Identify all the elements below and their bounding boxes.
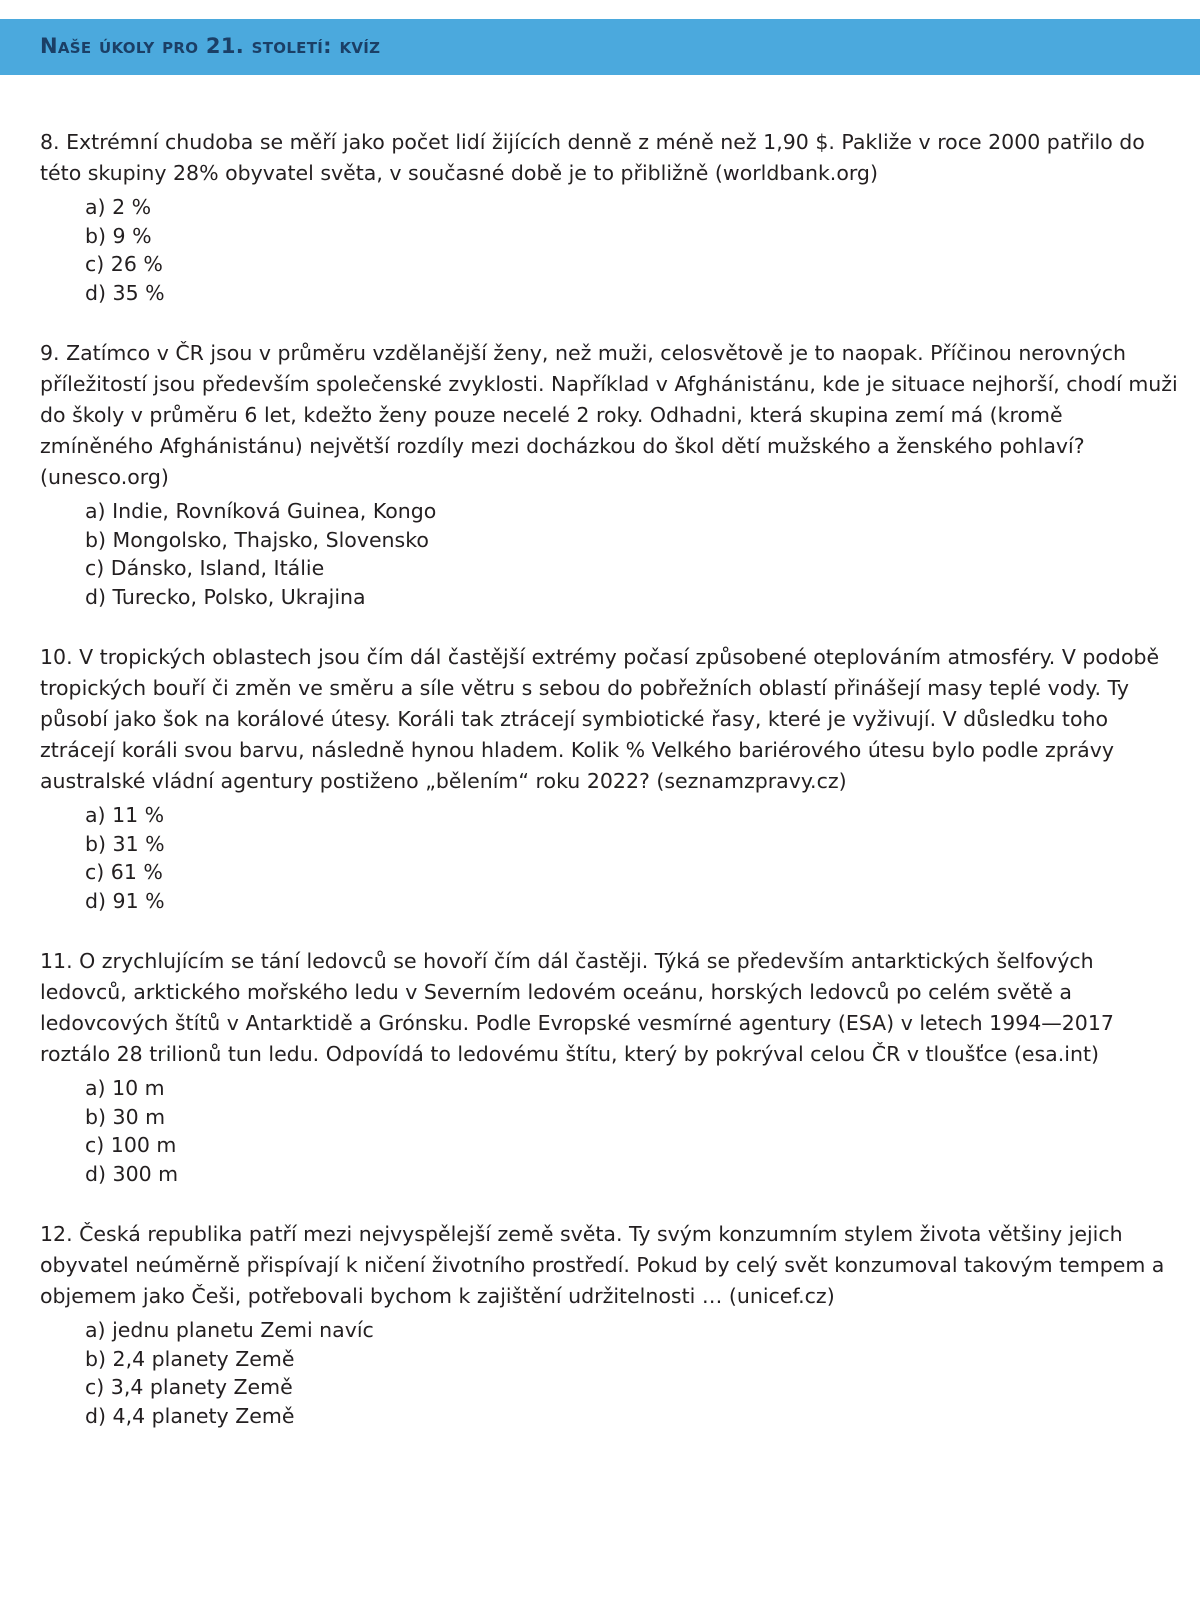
page-title: Naše úkoly pro 21. století: kvíz bbox=[40, 34, 381, 58]
answer-option: a) 2 % bbox=[85, 195, 152, 219]
answer-option: d) Turecko, Polsko, Ukrajina bbox=[85, 584, 366, 609]
question-text: 11. O zrychlujícím se tání ledovců se hovoří čím dál častěji. Týká se především antarktických šelfových ledovců, arktického mořského ledu v Severním ledovém oceánu, horských ledovců po celém světě a ledovcových štítů v Antarktidě a Grónsku. Podle Evropské vesmírné agentury (ESA) v letech 1994—2017 roztálo 28 trilionů tun ledu. Odpovídá to ledovému štítu, který by pokrýval celou ČR v tloušťce (esa.int) bbox=[40, 949, 1114, 1066]
answer-option: c) 61 % bbox=[85, 860, 163, 884]
question-10 bbox=[40, 642, 1180, 915]
answer-list bbox=[40, 801, 1180, 915]
answer-option: a) 10 m bbox=[85, 1076, 165, 1100]
question-8 bbox=[40, 127, 1180, 307]
answer-option: c) 3,4 planety Země bbox=[85, 1375, 293, 1399]
question-12 bbox=[40, 1219, 1180, 1430]
header-band bbox=[0, 19, 1200, 75]
answer-option: b) 31 % bbox=[85, 831, 165, 856]
quiz-content bbox=[40, 127, 1180, 1461]
answer-option: d) 4,4 planety Země bbox=[85, 1403, 295, 1428]
answer-option: d) 91 % bbox=[85, 888, 165, 913]
question-text: 8. Extrémní chudoba se měří jako počet lidí žijících denně z méně než 1,90 $. Pakliže v roce 2000 patřilo do této skupiny 28% obyvatel světa, v současné době je to přibližně (worldbank.org) bbox=[40, 130, 1145, 185]
question-text: 10. V tropických oblastech jsou čím dál častější extrémy počasí způsobené oteplováním atmosféry. V podobě tropických bouří či změn ve směru a síle větru s sebou do pobřežních oblastí přinášejí masy teplé vody. Ty působí jako šok na korálové útesy. Koráli tak ztrácejí symbiotické řasy, které je vyživují. V důsledku toho ztrácejí koráli svou barvu, následně hynou hladem. Kolik % Velkého bariérového útesu bylo podle zprávy australské vládní agentury postiženo „bělením“ roku 2022? (seznamzpravy.cz) bbox=[40, 645, 1160, 793]
answer-option: a) jednu planetu Zemi navíc bbox=[85, 1318, 374, 1342]
answer-option: c) 26 % bbox=[85, 252, 163, 276]
answer-option: c) 100 m bbox=[85, 1133, 177, 1157]
answer-option: d) 35 % bbox=[85, 280, 165, 305]
answer-list bbox=[40, 1316, 1180, 1430]
answer-list bbox=[40, 497, 1180, 611]
answer-option: d) 300 m bbox=[85, 1161, 179, 1186]
question-11 bbox=[40, 946, 1180, 1188]
answer-option: b) 30 m bbox=[85, 1104, 166, 1129]
answer-list bbox=[40, 193, 1180, 307]
answer-list bbox=[40, 1074, 1180, 1188]
answer-option: b) Mongolsko, Thajsko, Slovensko bbox=[85, 527, 429, 552]
question-9 bbox=[40, 338, 1180, 611]
answer-option: a) 11 % bbox=[85, 803, 165, 827]
question-text: 9. Zatímco v ČR jsou v průměru vzdělanější ženy, než muži, celosvětově je to naopak. Příčinou nerovných příležitostí jsou především společenské zvyklosti. Například v Afghánistánu, kde je situace nejhorší, chodí muži do školy v průměru 6 let, kdežto ženy pouze necelé 2 roky. Odhadni, která skupina zemí má (kromě zmíněného Afghánistánu) největší rozdíly mezi docházkou do škol dětí mužského a ženského pohlaví? (unesco.org) bbox=[40, 341, 1178, 489]
answer-option: c) Dánsko, Island, Itálie bbox=[85, 556, 325, 580]
answer-option: b) 9 % bbox=[85, 223, 152, 248]
answer-option: a) Indie, Rovníková Guinea, Kongo bbox=[85, 499, 437, 523]
answer-option: b) 2,4 planety Země bbox=[85, 1346, 295, 1371]
question-text: 12. Česká republika patří mezi nejvyspělejší země světa. Ty svým konzumním stylem života většiny jejich obyvatel neúměrně přispívají k ničení životního prostředí. Pokud by celý svět konzumoval takovým tempem a objemem jako Češi, potřebovali bychom k zajištění udržitelnosti … (unicef.cz) bbox=[40, 1222, 1165, 1308]
